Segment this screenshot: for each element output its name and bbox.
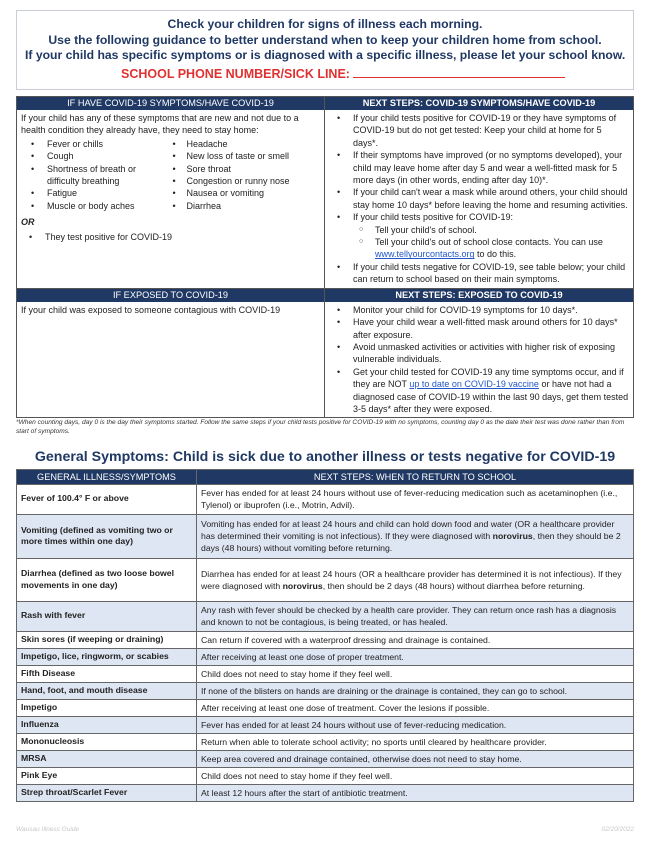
symptom-item: • Nausea or vomiting — [171, 187, 321, 199]
phone-blank — [353, 67, 565, 78]
table-row — [17, 784, 633, 801]
steps-cell: Keep area covered and drainage contained, otherwise does not need to stay home. — [197, 751, 633, 767]
next-step-item: • If your child tests negative for COVID-19, see table below; your child can return to school based on their main symptoms. — [329, 261, 629, 286]
illness-cell: Fever of 100.4° F or above — [17, 485, 197, 514]
symptom-list-1 — [21, 138, 171, 212]
symptom-columns — [21, 138, 320, 212]
next-step-sublist — [353, 224, 629, 261]
covid-exposed-next-cell — [325, 289, 633, 418]
symptom-item: • Fever or chills — [21, 138, 171, 150]
covid-exposed-next-header: NEXT STEPS: EXPOSED TO COVID-19 — [325, 289, 633, 302]
table-row — [17, 682, 633, 699]
steps-bold: norovirus — [492, 531, 533, 542]
vaccine-link[interactable]: up to date on COVID-19 vaccine — [409, 379, 539, 390]
table-row — [17, 716, 633, 733]
covid-symptoms-row — [17, 97, 633, 288]
covid-symptoms-header: IF HAVE COVID-19 SYMPTOMS/HAVE COVID-19 — [17, 97, 324, 110]
general-table — [16, 469, 634, 802]
steps-bold: norovirus — [282, 580, 323, 591]
steps-cell — [197, 515, 633, 558]
next-step-text: If your child tests positive for COVID-19: — [353, 212, 514, 223]
illness-cell: Vomiting (defined as vomiting two or more times within one day) — [17, 515, 197, 558]
symptom-item: • Fatigue — [21, 187, 171, 199]
sub-step-item — [353, 236, 629, 261]
covid-exposed-cell — [17, 289, 325, 418]
sub-step-text: Tell your child's out of school close contacts. You can use — [375, 237, 603, 248]
exposed-step-item: • Have your child wear a well-fitted mask around others for 10 days* after exposure. — [329, 316, 629, 341]
illness-cell: Impetigo — [17, 700, 197, 716]
table-row — [17, 631, 633, 648]
tellyourcontacts-link[interactable]: www.tellyourcontacts.org — [375, 249, 475, 260]
illness-cell: Diarrhea (defined as two loose bowel movements in one day) — [17, 559, 197, 601]
steps-cell: Any rash with fever should be checked by a health care provider. They can return once rash has a diagnosis and known to not be contagious, is being treated, or has healed. — [197, 602, 633, 631]
symptom-item: • Shortness of breath or difficulty breathing — [21, 163, 171, 188]
illness-cell: Influenza — [17, 717, 197, 733]
steps-cell: If none of the blisters on hands are draining or the drainage is contained, they can go to school. — [197, 683, 633, 699]
symptom-item: • Congestion or runny nose — [171, 175, 321, 187]
covid-exposed-text: If your child was exposed to someone contagious with COVID-19 — [21, 304, 281, 315]
illness-cell: Rash with fever — [17, 602, 197, 631]
illness-cell: Pink Eye — [17, 768, 197, 784]
exposed-next-list — [329, 304, 629, 416]
table-row — [17, 484, 633, 514]
page-footer — [16, 826, 634, 833]
steps-text: Vomiting has ended for at least 24 hours and child can hold down food and water (OR a healthcare provider has determined their vomiting is not infectious). If they were diagnosed with — [201, 519, 615, 542]
header-line-3: If your child has specific symptoms or is diagnosed with a specific illness, please let your school know. — [25, 48, 626, 62]
symptom-item: • Diarrhea — [171, 200, 321, 212]
steps-cell: Fever has ended for at least 24 hours without use of fever-reducing medication. — [197, 717, 633, 733]
phone-label: SCHOOL PHONE NUMBER/SICK LINE: — [121, 66, 350, 81]
symptom-list-2 — [171, 138, 321, 212]
steps-cell: Child does not need to stay home if they feel well. — [201, 770, 393, 781]
illness-cell: Strep throat/Scarlet Fever — [17, 785, 197, 801]
page — [16, 10, 634, 802]
symptom-item: • Sore throat — [171, 163, 321, 175]
exposed-step-text: or have not had a diagnosed case of COVID-19 within the last 90 days, get them tested 3-5 days* after they were exposed. — [353, 379, 629, 414]
sub-step-text: to do this. — [474, 249, 517, 260]
steps-cell: After receiving at least one dose of treatment. Cover the lesions if possible. — [201, 702, 490, 713]
table-row — [17, 558, 633, 601]
symptom-item: • Headache — [171, 138, 321, 150]
footer-left: Wausau Illness Guide — [16, 826, 80, 833]
or-label: OR — [21, 217, 35, 228]
steps-text: , then they should be 2 days (48 hours) without vomiting before returning. — [201, 531, 621, 554]
steps-text: , then should be 2 days (48 hours) without diarrhea before returning. — [322, 580, 585, 591]
illness-cell: Mononucleosis — [17, 734, 197, 750]
exposed-step-item — [329, 366, 629, 416]
table-row — [17, 750, 633, 767]
illness-cell: Skin sores (if weeping or draining) — [17, 632, 197, 648]
illness-cell: Hand, foot, and mouth disease — [17, 683, 197, 699]
covid-next-steps-list — [329, 112, 629, 286]
exposed-step-item: • Avoid unmasked activities or activities with higher risk of exposing vulnerable individuals. — [329, 341, 629, 366]
illness-cell: MRSA — [17, 751, 197, 767]
steps-cell: Child does not need to stay home if they feel well. — [201, 668, 393, 679]
steps-cell: Fever has ended for at least 24 hours without use of fever-reducing medication such as acetaminophen (i.e., Tylenol) or ibuprofen (i.e., Motrin, Advil). — [201, 488, 618, 511]
header-line-1: Check your children for signs of illness each morning. — [167, 17, 483, 31]
covid-symptoms-cell — [17, 97, 325, 288]
covid-table — [16, 96, 634, 418]
steps-cell — [197, 559, 633, 601]
illness-cell: Impetigo, lice, ringworm, or scabies — [17, 649, 197, 665]
general-col1-header: GENERAL ILLNESS/SYMPTOMS — [17, 470, 197, 484]
steps-cell: Can return if covered with a waterproof dressing and drainage is contained. — [201, 634, 491, 645]
sub-step-item: ○ Tell your child's of school. — [353, 224, 629, 236]
table-row — [17, 601, 633, 631]
covid-exposed-header: IF EXPOSED TO COVID-19 — [17, 289, 324, 302]
next-step-item: • If their symptoms have improved (or no symptoms developed), your child may leave home after day 5 and wear a well-fitted mask for 5 more days (in other words, ending after day 10)*. — [329, 149, 629, 186]
covid-next-steps-header: NEXT STEPS: COVID-19 SYMPTOMS/HAVE COVID-19 — [325, 97, 633, 110]
table-row — [17, 699, 633, 716]
steps-text: Diarrhea has ended for at least 24 hours (OR a healthcare provider has determined it is not infectious). If they were diagnosed with — [201, 568, 622, 591]
symptom-item: • Cough — [21, 150, 171, 162]
symptom-item: • New loss of taste or smell — [171, 150, 321, 162]
steps-cell: After receiving at least one dose of proper treatment. — [197, 649, 633, 665]
steps-cell: At least 12 hours after the start of antibiotic treatment. — [197, 785, 633, 801]
general-symptoms-title: General Symptoms: Child is sick due to another illness or tests negative for COVID-19 — [34, 448, 616, 465]
tested-positive-item: • They test positive for COVID-19 — [21, 231, 320, 243]
covid-footnote: *When counting days, day 0 is the day their symptoms started. Follow the same steps if your child tests positive for COVID-19 with no symptoms, counting day 0 as the date their test was done rather than from start of symptoms. — [16, 419, 625, 435]
table-row — [17, 648, 633, 665]
exposed-step-text: Get your child tested for COVID-19 any time symptoms occur, and if they are NOT — [353, 366, 624, 390]
steps-cell: Return when able to tolerate school activity; no sports until cleared by healthcare provider. — [201, 736, 547, 747]
table-row — [17, 665, 633, 682]
footer-date: 02/20/2022 — [601, 826, 634, 833]
table-row — [17, 767, 633, 784]
covid-symptoms-intro: If your child has any of these symptoms that are new and not due to a health condition they already have, they need to stay home: — [21, 113, 299, 136]
exposed-step-item: • Monitor your child for COVID-19 symptoms for 10 days*. — [329, 304, 629, 316]
general-col2-header: NEXT STEPS: WHEN TO RETURN TO SCHOOL — [313, 471, 517, 482]
tested-positive-list — [21, 231, 320, 243]
table-row — [17, 514, 633, 558]
next-step-item: • If your child can't wear a mask while around others, your child should stay home 10 days* before leaving the home and resuming activities. — [329, 186, 629, 211]
illness-cell: Fifth Disease — [17, 666, 197, 682]
table-row — [17, 733, 633, 750]
header-line-2: Use the following guidance to better understand when to keep your children home from school. — [48, 32, 602, 47]
covid-exposed-row — [17, 288, 633, 418]
next-step-item — [329, 211, 629, 261]
next-step-item: • If your child tests positive for COVID-19 or they have symptoms of COVID-19 but do not get tested: Keep your child at home for 5 days*. — [329, 112, 629, 149]
phone-line — [25, 67, 625, 81]
header-box — [16, 10, 634, 90]
covid-next-steps-cell — [325, 97, 633, 288]
general-table-header — [17, 470, 633, 484]
symptom-item: • Muscle or body aches — [21, 200, 171, 212]
